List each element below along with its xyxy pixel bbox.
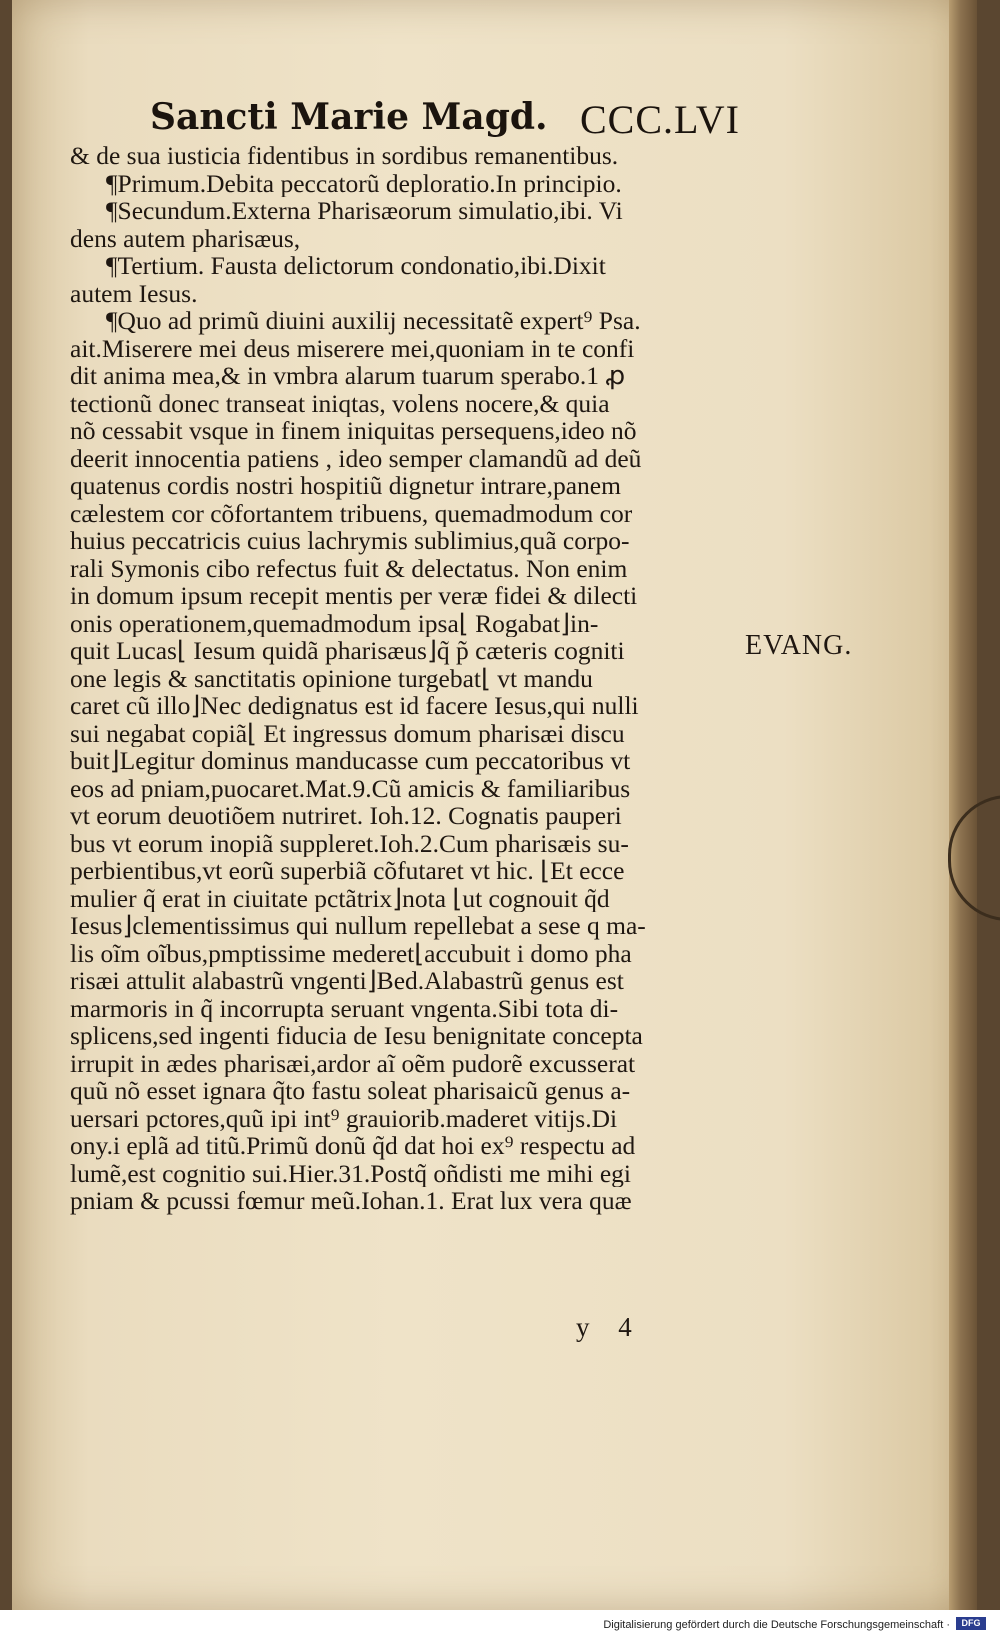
text-line: rali Symonis cibo refectus fuit & delectatus. Non enim — [70, 554, 628, 582]
text-line: bus vt eorum inopiã suppleret.Ioh.2.Cum pharisæis su- — [70, 829, 629, 857]
text-line: splicens,sed ingenti fiducia de Iesu benignitate concepta — [70, 1022, 643, 1050]
text-line: tectionũ donec transeat iniqtas, volens nocere,& quia — [70, 389, 610, 417]
text-line: eos ad pniam,puocaret.Mat.9.Cũ amicis & familiaribus — [70, 774, 631, 802]
text-line: one legis & sanctitatis opinione turgebat⌊ vt mandu — [70, 664, 593, 692]
text-line: onis operationem,quemadmodum ipsa⌊ Rogabat⌋in- — [70, 609, 599, 637]
text-line: quit Lucas⌊ Iesum quidã pharisæus⌋q̃ p̃ cæteris cogniti — [70, 637, 625, 665]
text-line: irrupit in ædes pharisæi,ardor aĩ oẽm pudorẽ excusserat — [70, 1049, 636, 1077]
dfg-logo: DFG — [956, 1617, 986, 1630]
folio-number: CCC.LVI — [579, 97, 740, 142]
footer-credit: Digitalisierung gefördert durch die Deutsche Forschungsgemeinschaft · — [603, 1619, 950, 1631]
text-line: & de sua iusticia fidentibus in sordibus remanentibus. — [70, 142, 619, 170]
signature-mark: y 4 — [576, 1312, 632, 1342]
text-line: dit anima mea,& in vmbra alarum tuarum sperabo.1 ꝓ — [70, 362, 626, 390]
text-line: in domum ipsum recepit mentis per veræ fidei & dilecti — [70, 582, 638, 610]
text-line: cælestem cor cõfortantem tribuens, quemadmodum cor — [70, 499, 633, 527]
text-line: buit⌋Legitur dominus manducasse cum peccatoribus vt — [70, 747, 631, 775]
text-line: caret cũ illo⌋Nec dedignatus est id facere Iesus,qui nulli — [70, 692, 639, 720]
running-title: Sancti Marie Magd. — [150, 96, 548, 138]
page-header — [150, 96, 740, 146]
text-line: uersari pctores,quũ ipi int⁹ grauiorib.maderet vitijs.Di — [70, 1104, 618, 1132]
text-line: lumẽ,est cognitio sui.Hier.31.Postq̃ oñdisti me mihi egi — [70, 1159, 631, 1187]
text-line: ait.Miserere mei deus miserere mei,quoniam in te confi — [70, 334, 635, 362]
text-line: ony.i eplã ad titũ.Primũ donũ q̃d dat hoi ex⁹ respectu ad — [70, 1132, 636, 1160]
text-line: ¶Quo ad primũ diuini auxilij necessitatẽ expert⁹ Psa. — [106, 307, 641, 335]
text-line: Iesus⌋clementissimus qui nullum repellebat a sese q ma- — [70, 912, 646, 940]
text-line: deerit innocentia patiens , ideo semper clamandũ ad deũ — [70, 444, 642, 472]
text-line: ¶Tertium. Fausta delictorum condonatio,ibi.Dixit — [106, 252, 606, 280]
text-line: pniam & pcussi fœmur meũ.Iohan.1. Erat lux vera quæ — [70, 1187, 632, 1215]
text-line: ¶Primum.Debita peccatorũ deploratio.In principio. — [106, 169, 622, 197]
text-line: huius peccatricis cuius lachrymis sublimius,quã corpo- — [70, 527, 630, 555]
body-text — [70, 142, 750, 1215]
text-line: quatenus cordis nostri hospitiũ dignetur intrare,panem — [70, 472, 621, 500]
text-line: risæi attulit alabastrũ vngenti⌋Bed.Alabastrũ genus est — [70, 967, 624, 995]
text-line: marmoris in q̃ incorrupta seruant vngenta.Sibi tota di- — [70, 994, 619, 1022]
text-line: lis oĩm oĩbus,pmptissime mederet⌊accubuit i domo pha — [70, 939, 632, 967]
text-line: sui negabat copiã⌊ Et ingressus domum pharisæi discu — [70, 719, 625, 747]
text-line: autem Iesus. — [70, 279, 198, 307]
text-line: vt eorum deuotiõem nutriret. Ioh.12. Cognatis pauperi — [70, 802, 622, 830]
text-line: ¶Secundum.Externa Pharisæorum simulatio,ibi. Vi — [106, 197, 623, 225]
text-line: perbientibus,vt eorũ superbiã cõfutaret vt hic. ⌊Et ecce — [70, 857, 625, 885]
text-line: quũ nõ esset ignara q̃to fastu soleat pharisaicũ genus a- — [70, 1077, 631, 1105]
marginal-note: EVANG. — [745, 630, 853, 661]
text-line: nõ cessabit vsque in finem iniquitas persequens,ideo nõ — [70, 417, 637, 445]
text-line: mulier q̃ erat in ciuitate pctãtrix⌋nota ⌊ut cognouit q̃d — [70, 884, 610, 912]
text-line: dens autem pharisæus, — [70, 224, 301, 252]
